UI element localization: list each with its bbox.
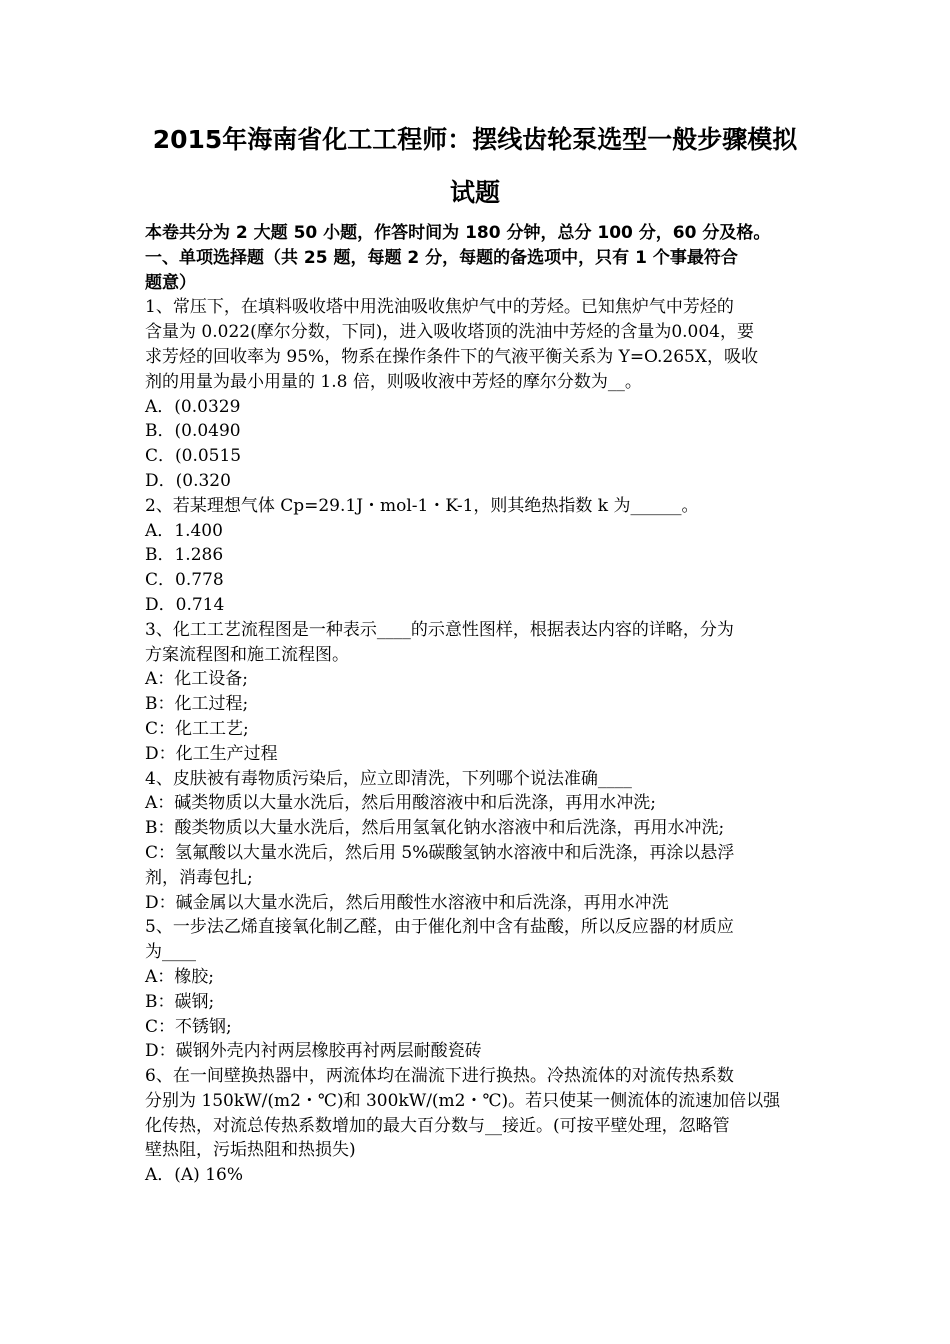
body-text-line: A．1.400	[145, 520, 223, 541]
body-text-line: A：碱类物质以大量水洗后，然后用酸溶液中和后洗涤，再用水冲洗;	[145, 793, 657, 814]
document-body	[145, 221, 810, 1188]
body-text-line: C．(0.0515	[145, 446, 242, 467]
body-text-line: D．(0.320	[145, 470, 231, 491]
body-text-line: B．1.286	[145, 545, 224, 566]
body-text-line: D．0.714	[145, 594, 225, 615]
body-text-line: 1、常压下，在填料吸收塔中用洗油吸收焦炉气中的芳烃。已知焦炉气中芳烃的	[145, 297, 734, 318]
body-text-line: B．(0.0490	[145, 421, 241, 442]
body-text-line: 含量为 0.022(摩尔分数，下同)，进入吸收塔顶的洗油中芳烃的含量为0.004，要	[145, 322, 755, 343]
body-text-line: 分别为 150kW/(m2・℃)和 300kW/(m2・℃)。若只使某一侧流体的流速加倍以强	[145, 1090, 781, 1111]
body-text-line: C．0.778	[145, 570, 224, 591]
body-text-line: A：化工设备;	[145, 669, 249, 690]
section-heading-line: 本卷共分为 2 大题 50 小题，作答时间为 180 分钟，总分 100 分，60 分及格。	[145, 223, 771, 243]
body-text-line: B：碳钢;	[145, 991, 215, 1012]
body-text-line: C：化工工艺;	[145, 718, 249, 739]
body-text-line: 2、若某理想气体 Cp=29.1J・mol-1・K-1，则其绝热指数 k 为______。	[145, 495, 699, 516]
body-text-line: 为____	[145, 942, 196, 963]
document-title-continuation: 试题	[449, 178, 500, 207]
body-text-line: 剂的用量为最小用量的 1.8 倍，则吸收液中芳烃的摩尔分数为__。	[145, 371, 642, 392]
body-text-line: D：化工生产过程	[145, 743, 278, 764]
body-text-line: C：氢氟酸以大量水洗后，然后用 5%碳酸氢钠水溶液中和后洗涤，再涂以悬浮	[145, 842, 735, 863]
body-text-line: 求芳烃的回收率为 95%，物系在操作条件下的气液平衡关系为 Y=O.265X，吸收	[145, 346, 758, 367]
body-text-line: 3、化工工艺流程图是一种表示____的示意性图样，根据表达内容的详略，分为	[145, 619, 734, 640]
body-text-line: 化传热，对流总传热系数增加的最大百分数与__接近。(可按平壁处理，忽略管	[145, 1115, 730, 1136]
section-heading-line: 题意）	[145, 272, 196, 293]
body-text-line: A．(A) 16%	[145, 1165, 244, 1186]
body-text-line: 5、一步法乙烯直接氧化制乙醛，由于催化剂中含有盐酸，所以反应器的材质应	[145, 917, 734, 938]
body-text-line: D：碱金属以大量水洗后，然后用酸性水溶液中和后洗涤，再用水冲洗	[145, 892, 669, 913]
body-text-line: B：酸类物质以大量水洗后，然后用氢氧化钠水溶液中和后洗涤，再用水冲洗;	[145, 818, 725, 839]
body-text-line: A．(0.0329	[145, 396, 241, 417]
document-title: 2015年海南省化工工程师：摆线齿轮泵选型一般步骤模拟	[152, 125, 798, 154]
body-text-line: 壁热阻，污垢热阻和热损失)	[145, 1140, 356, 1161]
body-text-line: 剂，消毒包扎;	[145, 867, 253, 888]
body-text-line: 4、皮肤被有毒物质污染后，应立即清洗，下列哪个说法准确____	[145, 768, 632, 789]
body-text-line: 6、在一间壁换热器中，两流体均在湍流下进行换热。冷热流体的对流传热系数	[145, 1066, 734, 1087]
body-text-line: C：不锈钢;	[145, 1016, 232, 1037]
body-text-line: B：化工过程;	[145, 694, 249, 715]
body-text-line: A：橡胶;	[145, 966, 215, 987]
body-text-line: D：碳钢外壳内衬两层橡胶再衬两层耐酸瓷砖	[145, 1041, 482, 1062]
body-text-line: 方案流程图和施工流程图。	[145, 644, 349, 665]
section-heading-line: 一、单项选择题（共 25 题，每题 2 分，每题的备选项中，只有 1 个事最符合	[145, 247, 738, 268]
